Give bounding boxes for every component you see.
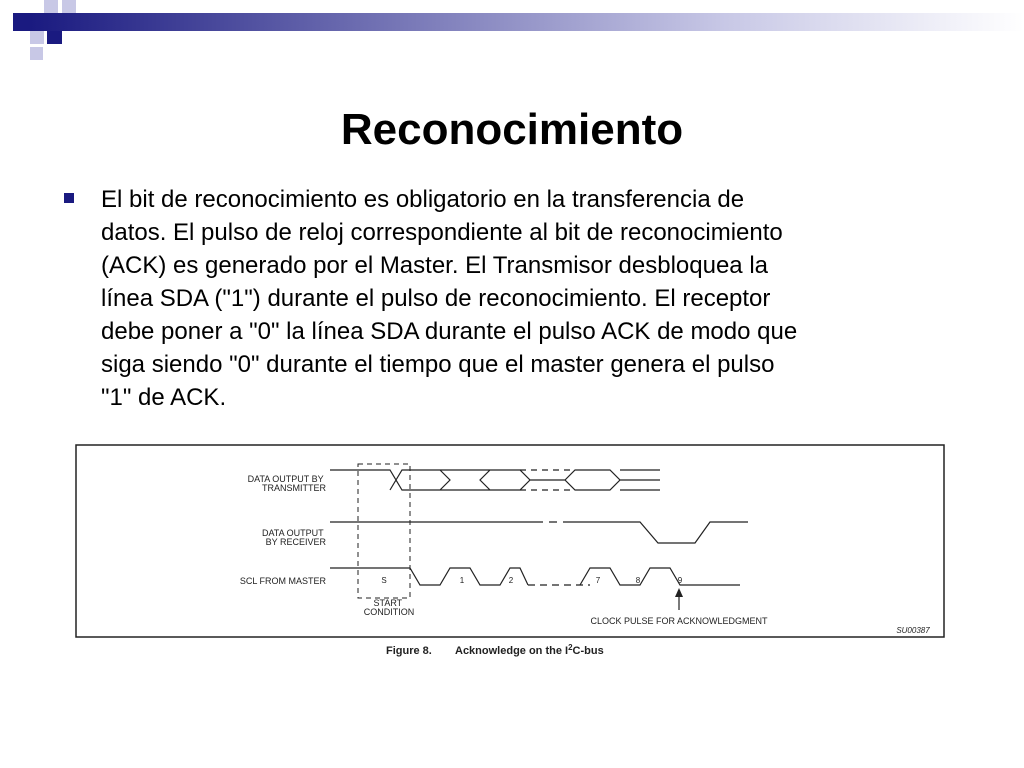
decor-square-dark bbox=[13, 13, 30, 31]
bullet-square-icon bbox=[64, 193, 74, 203]
label-scl: SCL FROM MASTER bbox=[239, 576, 326, 586]
pulse-label-8: 8 bbox=[635, 576, 641, 585]
pulse-label-9: 9 bbox=[677, 576, 683, 585]
label-transmitter: DATA OUTPUT BY TRANSMITTER bbox=[247, 474, 326, 493]
decor-square-light bbox=[30, 47, 43, 60]
corner-squares-decoration bbox=[0, 0, 1024, 64]
bullet-text: El bit de reconocimiento es obligatorio en la transferencia de datos. El pulso de reloj correspondiente al bit de reconocimiento (ACK) es generado por el Master. El Transmisor desbloquea la línea SDA ("1") durante el pulso de reconocimiento. El receptor debe poner a "0" la línea SDA durante el pulso ACK de modo que siga siendo "0" durante el tiempo que el master genera el pulso "1" de ACK. bbox=[101, 186, 798, 411]
clock-pulse-note: CLOCK PULSE FOR ACKNOWLEDGMENT bbox=[590, 616, 768, 626]
top-gradient-bar bbox=[30, 13, 1024, 31]
pulse-label-7: 7 bbox=[595, 576, 601, 585]
decor-square-light bbox=[62, 0, 76, 13]
pulse-label-1: 1 bbox=[459, 576, 465, 585]
figure-code: SU00387 bbox=[896, 626, 930, 635]
figure-frame bbox=[76, 445, 944, 637]
start-condition-label: START CONDITION bbox=[363, 598, 415, 617]
label-receiver: DATA OUTPUT BY RECEIVER bbox=[261, 528, 326, 547]
decor-square-light bbox=[30, 31, 44, 44]
bullet-item bbox=[62, 183, 972, 414]
i2c-acknowledge-timing-diagram bbox=[0, 440, 1024, 665]
pulse-label-s: S bbox=[381, 576, 387, 585]
pulse-label-2: 2 bbox=[508, 576, 514, 585]
figure-caption: Figure 8. Acknowledge on the $I^2C$-bus bbox=[386, 643, 604, 657]
decor-square-dark bbox=[47, 31, 62, 44]
slide-title: Reconocimiento bbox=[340, 105, 684, 154]
decor-square-light bbox=[44, 0, 58, 13]
